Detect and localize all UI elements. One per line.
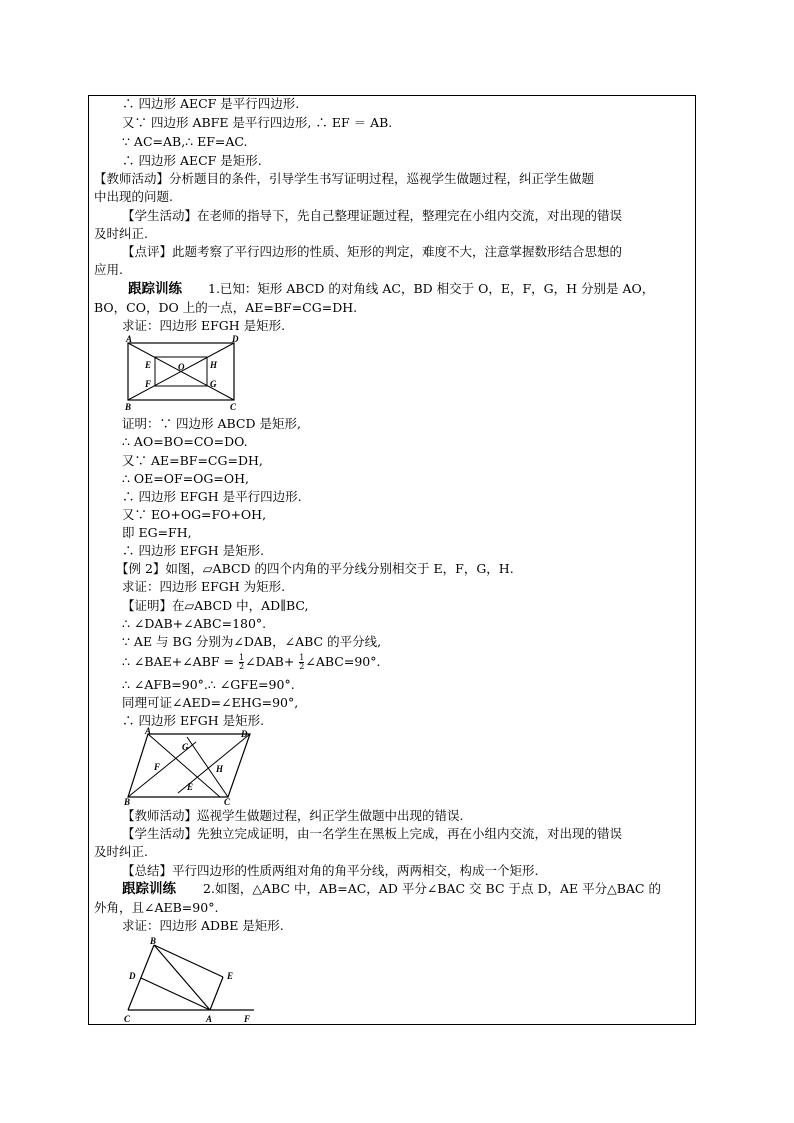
label-e: E	[145, 360, 152, 370]
formula-part: ∠ABC=90°.	[305, 654, 381, 669]
label-d: D	[232, 334, 239, 344]
text-line: ∵ AC=AB,∴ EF=AC.	[122, 134, 248, 149]
text-line: ∴ ∠DAB+∠ABC=180°.	[122, 616, 267, 631]
fraction	[299, 654, 304, 671]
rectangle-figure	[120, 334, 245, 414]
triangle-figure	[118, 935, 263, 1025]
label-g: G	[210, 379, 217, 389]
text-line: 及时纠正.	[94, 226, 148, 241]
fraction-numerator: 1	[299, 653, 305, 662]
text-line: ∴ 四边形 EFGH 是矩形.	[122, 713, 265, 728]
text-line: 【教师活动】分析题目的条件，引导学生书写证明过程，巡视学生做题过程，纠正学生做题	[94, 171, 595, 186]
label-h: H	[210, 360, 218, 370]
text-line: 【学生活动】在老师的指导下，先自己整理证题过程，整理完在小组内交流，对出现的错误	[122, 208, 623, 223]
label-a: A	[145, 727, 152, 736]
text-line: 同理可证∠AED=∠EHG=90°,	[122, 695, 299, 710]
text-line: ∴ AO=BO=CO=DO.	[122, 434, 248, 449]
fraction-numerator: 1	[239, 653, 245, 662]
text-line: 证明：∵ 四边形 ABCD 是矩形,	[122, 416, 301, 431]
label-e: E	[187, 782, 194, 792]
text-line: ∴ 四边形 EFGH 是平行四边形.	[122, 489, 302, 504]
label-b: B	[125, 402, 132, 412]
text-line-with-fractions	[122, 654, 380, 671]
text-line: ∴ 四边形 AECF 是矩形.	[122, 153, 262, 168]
fraction-denominator: 2	[299, 662, 305, 671]
text-line: 求证：四边形 EFGH 为矩形.	[122, 579, 286, 594]
text-line: ∴ 四边形 AECF 是平行四边形.	[122, 96, 300, 111]
label-b: B	[124, 797, 131, 807]
text-line: 1.已知：矩形 ABCD 的对角线 AC，BD 相交于 O，E，F，G，H 分别是 AO，	[208, 281, 655, 296]
label-c: C	[224, 797, 231, 807]
label-f: F	[145, 379, 152, 389]
text-line: 应用.	[94, 262, 123, 277]
label-c: C	[230, 402, 237, 412]
text-line: 中出现的问题.	[94, 189, 173, 204]
parallelogram-figure	[120, 727, 260, 807]
label-d: D	[129, 971, 136, 981]
text-line: 及时纠正.	[94, 844, 148, 859]
label-a: A	[126, 334, 133, 344]
label-d: D	[241, 729, 248, 739]
text-line: 求证：四边形 EFGH 是矩形.	[122, 318, 286, 333]
label-g: G	[182, 742, 189, 752]
text-line: 【总结】平行四边形的性质两组对角的角平分线，两两相交，构成一个矩形.	[122, 863, 539, 878]
text-line: 【例 2】如图，▱ABCD 的四个内角的平分线分别相交于 E，F，G，H.	[116, 561, 514, 576]
formula-part: ∴ ∠BAE+∠ABF =	[122, 654, 235, 669]
text-line: 2.如图，△ABC 中，AB=AC，AD 平分∠BAC 交 BC 于点 D，AE 平分△BAC 的	[203, 881, 661, 896]
text-line: 又∵ AE=BF=CG=DH,	[122, 453, 263, 468]
fraction	[239, 654, 244, 671]
text-line: BO，CO，DO 上的一点，AE=BF=CG=DH.	[94, 300, 358, 315]
text-line: 求证：四边形 ADBE 是矩形.	[122, 918, 284, 933]
label-c: C	[124, 1014, 131, 1024]
label-f: F	[154, 762, 161, 772]
label-f: F	[244, 1014, 251, 1024]
label-a: A	[206, 1014, 213, 1024]
text-line: 即 EG=FH,	[122, 525, 192, 540]
section-heading: 跟踪训练	[128, 281, 182, 297]
text-line: ∴ 四边形 EFGH 是矩形.	[122, 543, 265, 558]
text-line: 【学生活动】先独立完成证明，由一名学生在黑板上完成，再在小组内交流，对出现的错误	[122, 826, 623, 841]
label-b: B	[150, 936, 157, 946]
text-line: 【点评】此题考察了平行四边形的性质、矩形的判定，难度不大，注意掌握数形结合思想的	[122, 244, 623, 259]
text-line: 又∵ 四边形 ABFE 是平行四边形, ∴ EF ＝ AB.	[122, 115, 393, 130]
text-line: ∴ ∠AFB=90°.∴ ∠GFE=90°.	[122, 677, 295, 692]
label-h: H	[216, 764, 224, 774]
text-line: ∴ OE=OF=OG=OH,	[122, 471, 249, 486]
label-o: O	[178, 362, 185, 372]
text-line: 外角，且∠AEB=90°.	[94, 900, 219, 915]
text-line: 又∵ EO+OG=FO+OH,	[122, 507, 267, 522]
label-e: E	[227, 971, 234, 981]
text-line: 【教师活动】巡视学生做题过程，纠正学生做题中出现的错误.	[122, 808, 464, 823]
text-line: ∵ AE 与 BG 分别为∠DAB，∠ABC 的平分线,	[122, 634, 382, 649]
fraction-denominator: 2	[239, 662, 245, 671]
text-line: 【证明】在▱ABCD 中，AD∥BC,	[122, 598, 309, 613]
section-heading: 跟踪训练	[122, 881, 176, 897]
formula-part: ∠DAB+	[245, 654, 295, 669]
